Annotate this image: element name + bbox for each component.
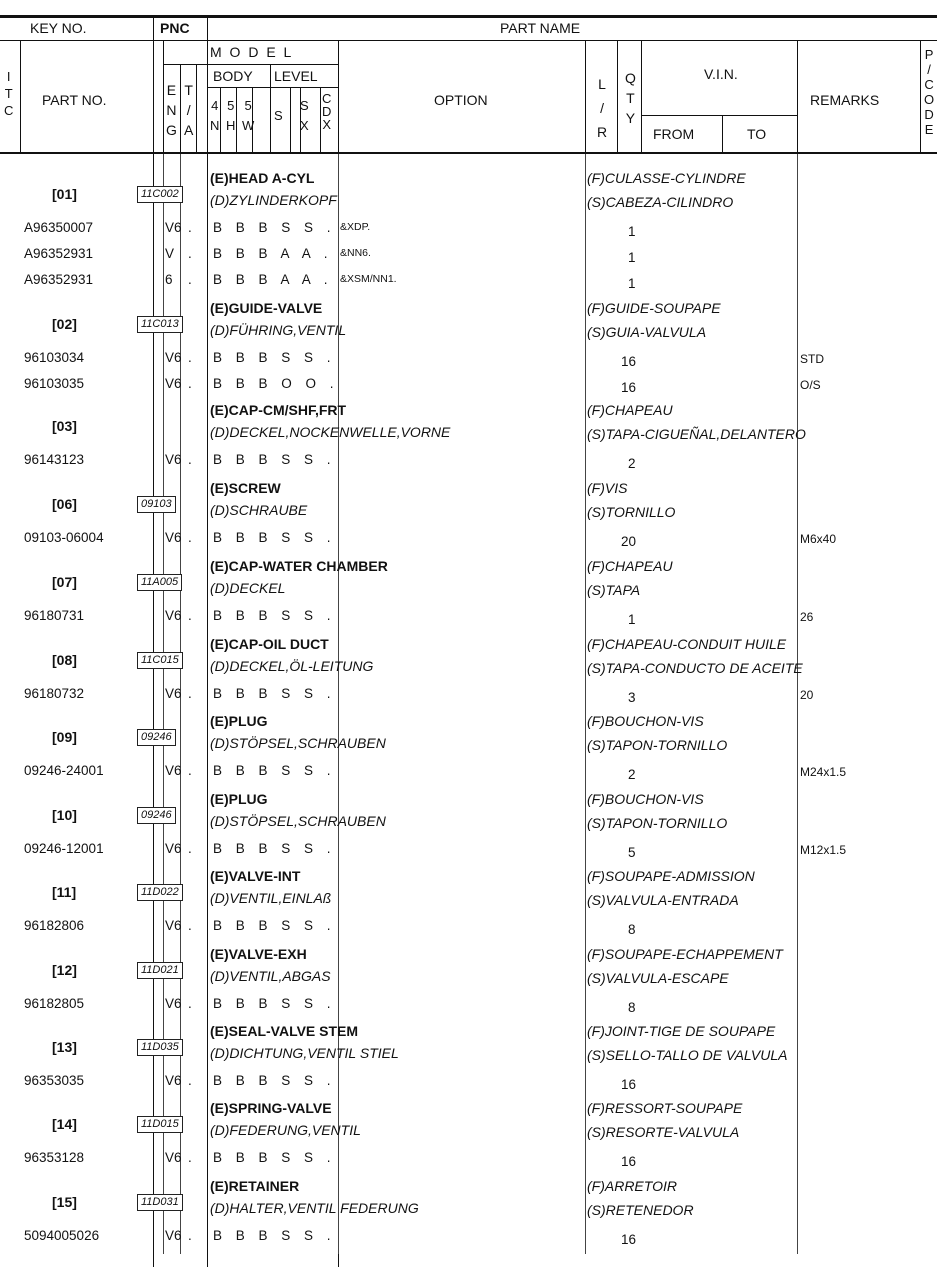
- option-code: &XDP.: [340, 221, 371, 233]
- part-name-es: (S)RETENEDOR: [587, 1202, 694, 1218]
- header-model: M O D E L: [210, 44, 294, 60]
- model-codes: B B B S S .: [213, 686, 336, 701]
- part-name-fr: (F)RESSORT-SOUPAPE: [587, 1100, 743, 1116]
- column-divider: [320, 88, 321, 153]
- header-body-col: 4 N: [210, 98, 220, 133]
- part-name-fr: (F)CHAPEAU: [587, 558, 673, 574]
- key-no: [13]: [52, 1039, 77, 1055]
- column-divider: [196, 65, 197, 152]
- column-divider: [920, 40, 921, 152]
- column-divider: [585, 40, 586, 152]
- header-pcode: P / C O D E: [924, 47, 935, 137]
- part-name-en: (E)SPRING-VALVE: [210, 1100, 332, 1116]
- header-subrule: [207, 87, 338, 88]
- pnc-box: 11D022: [137, 884, 183, 901]
- part-name-en: (E)SCREW: [210, 480, 281, 496]
- header-subrule: [163, 64, 338, 65]
- quantity: 1: [628, 276, 636, 291]
- ta-code: .: [188, 530, 192, 545]
- ta-code: .: [188, 350, 192, 365]
- top-rule: [0, 15, 937, 18]
- model-codes: B B B S S .: [213, 608, 336, 623]
- model-codes: B B B S S .: [213, 1228, 336, 1243]
- key-no: [07]: [52, 574, 77, 590]
- part-name-de: (D)STÖPSEL,SCHRAUBEN: [210, 813, 386, 829]
- column-divider: [722, 115, 723, 152]
- part-number: 5094005026: [24, 1228, 100, 1243]
- ta-code: .: [188, 608, 192, 623]
- model-codes: B B B S S .: [213, 841, 336, 856]
- model-codes: B B B A A .: [213, 272, 333, 287]
- part-name-fr: (F)VIS: [587, 480, 628, 496]
- column-divider: [236, 88, 237, 153]
- part-name-es: (S)TAPON-TORNILLO: [587, 815, 728, 831]
- pnc-box: 11C015: [137, 652, 183, 669]
- quantity: 16: [621, 380, 637, 395]
- eng-code: 6: [165, 272, 173, 287]
- key-no: [08]: [52, 652, 77, 668]
- eng-code: V6: [165, 841, 182, 856]
- eng-code: V6: [165, 1150, 182, 1165]
- body-divider: [797, 154, 798, 1254]
- header-level: LEVEL: [274, 68, 318, 84]
- part-number: 96103034: [24, 350, 85, 365]
- part-name-fr: (F)CHAPEAU: [587, 402, 673, 418]
- quantity: 1: [628, 250, 636, 265]
- eng-code: V: [165, 246, 175, 261]
- part-name-en: (E)HEAD A-CYL: [210, 170, 315, 186]
- part-name-es: (S)GUIA-VALVULA: [587, 324, 707, 340]
- part-name-es: (S)SELLO-TALLO DE VALVULA: [587, 1047, 788, 1063]
- quantity: 1: [628, 612, 636, 627]
- part-name-de: (D)ZYLINDERKOPF: [210, 192, 337, 208]
- part-name-es: (S)TAPA-CIGUEÑAL,DELANTERO: [587, 426, 806, 442]
- part-name-es: (S)TORNILLO: [587, 504, 676, 520]
- header-body-col: 5 H: [226, 98, 236, 133]
- key-no: [15]: [52, 1194, 77, 1210]
- model-codes: B B B S S .: [213, 996, 336, 1011]
- pnc-box: 11A005: [137, 574, 182, 591]
- part-name-fr: (F)BOUCHON-VIS: [587, 791, 704, 807]
- eng-code: V6: [165, 686, 182, 701]
- body-divider: [338, 154, 339, 1254]
- body-divider: [585, 154, 586, 1254]
- header-body-col: 5 W: [242, 98, 255, 133]
- part-name-es: (S)TAPA-CONDUCTO DE ACEITE: [587, 660, 803, 676]
- model-codes: B B B A A .: [213, 246, 333, 261]
- ta-code: .: [188, 1073, 192, 1088]
- part-name-fr: (F)ARRETOIR: [587, 1178, 677, 1194]
- pnc-box: 11C013: [137, 316, 183, 333]
- header-body: BODY: [213, 68, 253, 84]
- part-number: 96180732: [24, 686, 85, 701]
- part-name-de: (D)VENTIL,ABGAS: [210, 968, 331, 984]
- model-codes: B B B S S .: [213, 1073, 336, 1088]
- eng-code: V6: [165, 918, 182, 933]
- remarks: M12x1.5: [800, 843, 847, 857]
- quantity: 8: [628, 1000, 636, 1015]
- eng-code: V6: [165, 350, 182, 365]
- part-number: 96182805: [24, 996, 85, 1011]
- key-no: [02]: [52, 316, 77, 332]
- part-name-fr: (F)JOINT-TIGE DE SOUPAPE: [587, 1023, 776, 1039]
- header-vin-to: TO: [747, 126, 767, 142]
- ta-code: .: [188, 452, 192, 467]
- quantity: 2: [628, 767, 636, 782]
- part-name-de: (D)DECKEL,NOCKENWELLE,VORNE: [210, 424, 451, 440]
- ta-code: .: [188, 918, 192, 933]
- pnc-box: 09103: [137, 496, 176, 513]
- column-divider: [207, 15, 208, 1267]
- quantity: 5: [628, 845, 636, 860]
- part-number: A96352931: [24, 246, 94, 261]
- part-name-es: (S)VALVULA-ENTRADA: [587, 892, 739, 908]
- part-name-fr: (F)SOUPAPE-ECHAPPEMENT: [587, 946, 783, 962]
- quantity: 8: [628, 922, 636, 937]
- column-divider: [220, 88, 221, 153]
- header-itc: I T C: [4, 69, 14, 118]
- part-name-es: (S)VALVULA-ESCAPE: [587, 970, 729, 986]
- part-number: A96352931: [24, 272, 94, 287]
- part-name-de: (D)FEDERUNG,VENTIL: [210, 1122, 361, 1138]
- pnc-box: 11D021: [137, 962, 183, 979]
- part-number: A96350007: [24, 220, 94, 235]
- part-name-en: (E)PLUG: [210, 713, 268, 729]
- quantity: 16: [621, 1077, 637, 1092]
- part-name-es: (S)TAPON-TORNILLO: [587, 737, 728, 753]
- header-qty: Q T Y: [625, 70, 636, 126]
- eng-code: V6: [165, 220, 182, 235]
- column-divider: [290, 88, 291, 153]
- ta-code: .: [188, 1228, 192, 1243]
- eng-code: V6: [165, 1073, 182, 1088]
- header-option: OPTION: [434, 92, 488, 108]
- part-number: 96143123: [24, 452, 85, 467]
- model-codes: B B B O O .: [213, 376, 339, 391]
- part-name-de: (D)VENTIL,EINLAß: [210, 890, 332, 906]
- part-name-fr: (F)BOUCHON-VIS: [587, 713, 704, 729]
- header-part-name: PART NAME: [500, 20, 581, 36]
- model-codes: B B B S S .: [213, 763, 336, 778]
- column-divider: [163, 40, 164, 152]
- key-no: [03]: [52, 418, 77, 434]
- column-divider: [617, 40, 618, 152]
- part-name-de: (D)STÖPSEL,SCHRAUBEN: [210, 735, 386, 751]
- header-ta: T / A: [184, 82, 194, 138]
- ta-code: .: [188, 686, 192, 701]
- part-name-es: (S)RESORTE-VALVULA: [587, 1124, 740, 1140]
- part-number: 96180731: [24, 608, 85, 623]
- part-name-en: (E)PLUG: [210, 791, 268, 807]
- part-name-es: (S)TAPA: [587, 582, 641, 598]
- key-no: [12]: [52, 962, 77, 978]
- eng-code: V6: [165, 452, 182, 467]
- header-level-col: S: [274, 108, 283, 123]
- key-no: [10]: [52, 807, 77, 823]
- part-number: 96103035: [24, 376, 85, 391]
- ta-code: .: [188, 220, 192, 235]
- key-no: [01]: [52, 186, 77, 202]
- part-name-en: (E)CAP-OIL DUCT: [210, 636, 329, 652]
- model-codes: B B B S S .: [213, 918, 336, 933]
- pnc-box: 11D035: [137, 1039, 183, 1056]
- part-name-en: (E)GUIDE-VALVE: [210, 300, 323, 316]
- quantity: 16: [621, 1154, 637, 1169]
- part-number: 09103-06004: [24, 530, 104, 545]
- header-vin: V.I.N.: [704, 66, 738, 82]
- ta-code: .: [188, 376, 192, 391]
- header-subrule: [641, 115, 797, 116]
- quantity: 16: [621, 1232, 637, 1247]
- quantity: 2: [628, 456, 636, 471]
- option-code: &NN6.: [340, 247, 371, 259]
- pnc-box: 11D015: [137, 1116, 183, 1133]
- remarks: O/S: [800, 378, 821, 392]
- header-level-col: C D X: [322, 91, 332, 132]
- part-name-en: (E)SEAL-VALVE STEM: [210, 1023, 359, 1039]
- ta-code: .: [188, 1150, 192, 1165]
- ta-code: .: [188, 763, 192, 778]
- header-vin-from: FROM: [653, 126, 695, 142]
- column-divider: [797, 40, 798, 152]
- key-no: [14]: [52, 1116, 77, 1132]
- eng-code: V6: [165, 530, 182, 545]
- header-key-no: KEY NO.: [30, 20, 87, 36]
- part-name-de: (D)HALTER,VENTIL FEDERUNG: [210, 1200, 419, 1216]
- part-name-en: (E)CAP-CM/SHF,FRT: [210, 402, 347, 418]
- model-codes: B B B S S .: [213, 452, 336, 467]
- remarks: 20: [800, 688, 814, 702]
- header-pnc: PNC: [160, 20, 190, 36]
- quantity: 20: [621, 534, 637, 549]
- remarks: M24x1.5: [800, 765, 847, 779]
- eng-code: V6: [165, 763, 182, 778]
- column-divider: [180, 65, 181, 152]
- part-number: 09246-12001: [24, 841, 104, 856]
- part-name-fr: (F)CULASSE-CYLINDRE: [587, 170, 746, 186]
- header-part-no: PART NO.: [42, 92, 107, 108]
- eng-code: V6: [165, 1228, 182, 1243]
- part-name-es: (S)CABEZA-CILINDRO: [587, 194, 734, 210]
- eng-code: V6: [165, 376, 182, 391]
- part-name-de: (D)DECKEL: [210, 580, 286, 596]
- part-name-fr: (F)GUIDE-SOUPAPE: [587, 300, 721, 316]
- quantity: 16: [621, 354, 637, 369]
- part-name-en: (E)RETAINER: [210, 1178, 300, 1194]
- quantity: 1: [628, 224, 636, 239]
- key-no: [11]: [52, 884, 77, 900]
- part-number: 96353035: [24, 1073, 85, 1088]
- header-remarks: REMARKS: [810, 92, 880, 108]
- column-divider: [641, 40, 642, 152]
- model-codes: B B B S S .: [213, 350, 336, 365]
- quantity: 3: [628, 690, 636, 705]
- model-codes: B B B S S .: [213, 530, 336, 545]
- part-number: 96353128: [24, 1150, 85, 1165]
- header-level-col: S X: [300, 98, 309, 133]
- eng-code: V6: [165, 996, 182, 1011]
- ta-code: .: [188, 996, 192, 1011]
- ta-code: .: [188, 841, 192, 856]
- part-name-de: (D)FÜHRING,VENTIL: [210, 322, 347, 338]
- pnc-box: 09246: [137, 807, 176, 824]
- remarks: STD: [800, 352, 824, 366]
- header-lr: L / R: [597, 76, 608, 140]
- part-name-de: (D)DICHTUNG,VENTIL STIEL: [210, 1045, 399, 1061]
- ta-code: .: [188, 246, 192, 261]
- pnc-box: 09246: [137, 729, 176, 746]
- column-divider: [270, 65, 271, 152]
- column-divider: [20, 40, 21, 152]
- part-name-en: (E)VALVE-INT: [210, 868, 301, 884]
- remarks: 26: [800, 610, 814, 624]
- part-name-de: (D)SCHRAUBE: [210, 502, 308, 518]
- ta-code: .: [188, 272, 192, 287]
- option-code: &XSM/NN1.: [340, 273, 397, 285]
- part-name-en: (E)CAP-WATER CHAMBER: [210, 558, 388, 574]
- part-name-de: (D)DECKEL,ÖL-LEITUNG: [210, 658, 374, 674]
- part-name-fr: (F)SOUPAPE-ADMISSION: [587, 868, 755, 884]
- pnc-box: 11C002: [137, 186, 183, 203]
- key-no: [09]: [52, 729, 77, 745]
- pnc-box: 11D031: [137, 1194, 183, 1211]
- part-name-en: (E)VALVE-EXH: [210, 946, 307, 962]
- part-number: 96182806: [24, 918, 85, 933]
- key-no: [06]: [52, 496, 77, 512]
- header-eng: E N G: [166, 82, 177, 138]
- part-name-fr: (F)CHAPEAU-CONDUIT HUILE: [587, 636, 787, 652]
- part-number: 09246-24001: [24, 763, 104, 778]
- eng-code: V6: [165, 608, 182, 623]
- model-codes: B B B S S .: [213, 220, 336, 235]
- model-codes: B B B S S .: [213, 1150, 336, 1165]
- remarks: M6x40: [800, 532, 837, 546]
